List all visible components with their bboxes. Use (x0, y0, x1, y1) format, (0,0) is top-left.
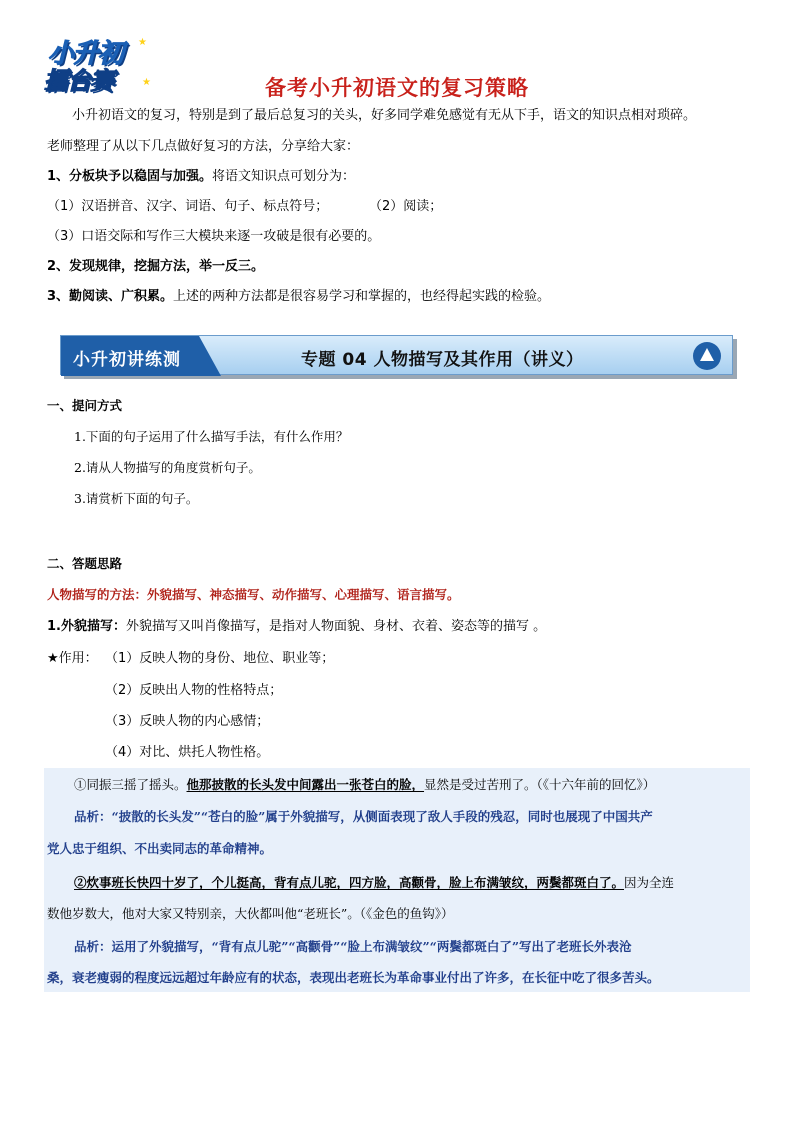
question-item: 2.请从人物描写的角度赏析句子。 (74, 460, 261, 475)
example-1-post: 显然是受过苦刑了。（《十六年前的回忆》） (424, 777, 656, 792)
example-2 (74, 874, 674, 892)
appearance-text: 外貌描写又叫肖像描写，是指对人物面貌、身材、衣着、姿态等的描写 。 (125, 619, 547, 634)
tip-1-rest: 将语文知识点可划分为： (212, 169, 356, 184)
star-icon: ★ (138, 37, 147, 48)
logo-line2: 擂台赛 (44, 67, 113, 95)
tip-1-sub1: （1）汉语拼音、汉字、词语、句子、标点符号； (47, 199, 329, 214)
example-2-post: 因为全连 (624, 875, 675, 890)
analysis-1-line2: 党人忠于组织、不出卖同志的革命精神。 (47, 841, 273, 856)
page-title: 备考小升初语文的复习策略 (265, 76, 529, 100)
example-1 (74, 776, 655, 794)
banner-left-label: 小升初讲练测 (73, 350, 181, 370)
banner-body (60, 335, 733, 375)
effect-label: ★作用： (47, 651, 98, 666)
tip-1-sub2: （3）口语交际和写作三大模块来逐一攻破是很有必要的。 (47, 229, 381, 244)
intro-line1: 小升初语文的复习，特别是到了最后总复习的关头，好多同学难免感觉有无从下手，语文的知识点相对琐碎。 (72, 108, 697, 123)
section1-heading: 一、提问方式 (47, 398, 123, 413)
effect-item: （2）反映出人物的性格特点； (105, 683, 283, 698)
example-1-pre: ①同振三摇了摇头。 (74, 777, 187, 792)
tip-3-bold: 3、勤阅读、广积累。 (47, 289, 174, 304)
analysis-2-line1: 品析：运用了外貌描写，“背有点儿驼”“高颧骨”“脸上布满皱纹”“两鬓都斑白了”写出了老班长外表沧 (74, 939, 632, 954)
analysis-2-line2: 桑，衰老瘦弱的程度远远超过年龄应有的状态，表现出老班长为革命事业付出了许多，在长征中吃了很多苦头。 (47, 970, 660, 985)
triangle-up-icon (693, 342, 721, 370)
section2-heading: 二、答题思路 (47, 556, 123, 571)
appearance-label: 1.外貌描写： (47, 619, 126, 634)
example-2-key: ②炊事班长快四十岁了，个儿挺高，背有点儿驼，四方脸，高颧骨，脸上布满皱纹，两鬓都斑白了。 (74, 875, 625, 890)
banner-title: 专题 04 人物描写及其作用（讲义） (301, 350, 584, 370)
appearance-definition (47, 618, 546, 636)
example-2-line2: 数他岁数大，他对大家又特别亲，大伙都叫他“老班长”。（《金色的鱼钩》） (47, 906, 454, 921)
effect-item: （1）反映人物的身份、地位、职业等； (105, 651, 335, 666)
question-item: 3.请赏析下面的句子。 (74, 491, 199, 506)
intro-line2: 老师整理了从以下几点做好复习的方法，分享给大家： (47, 139, 360, 154)
tip-1 (47, 168, 355, 186)
analysis-1-line1: 品析：“披散的长头发”“苍白的脸”属于外貌描写，从侧面表现了敌人手段的残忍，同时也展现了中国共产 (74, 809, 653, 824)
tip-1-bold: 1、分板块予以稳固与加强。 (47, 169, 213, 184)
effect-item: （4）对比、烘托人物性格。 (105, 745, 270, 760)
example-1-key: 他那披散的长头发中间露出一张苍白的脸， (186, 777, 425, 792)
tip-2: 2、发现规律，挖掘方法，举一反三。 (47, 259, 265, 274)
tip-3-rest: 上述的两种方法都是很容易学习和掌握的，也经得起实践的检验。 (173, 289, 551, 304)
tip-3 (47, 288, 550, 306)
question-item: 1.下面的句子运用了什么描写手法，有什么作用？ (74, 429, 349, 444)
star-icon: ★ (142, 77, 151, 88)
effect-item: （3）反映人物的内心感情； (105, 714, 270, 729)
methods-line: 人物描写的方法：外貌描写、神态描写、动作描写、心理描写、语言描写。 (47, 587, 460, 602)
topic-banner (60, 335, 737, 377)
tip-1-sub1b: （2）阅读； (369, 199, 443, 214)
logo-line1: 小升初 (48, 39, 124, 69)
